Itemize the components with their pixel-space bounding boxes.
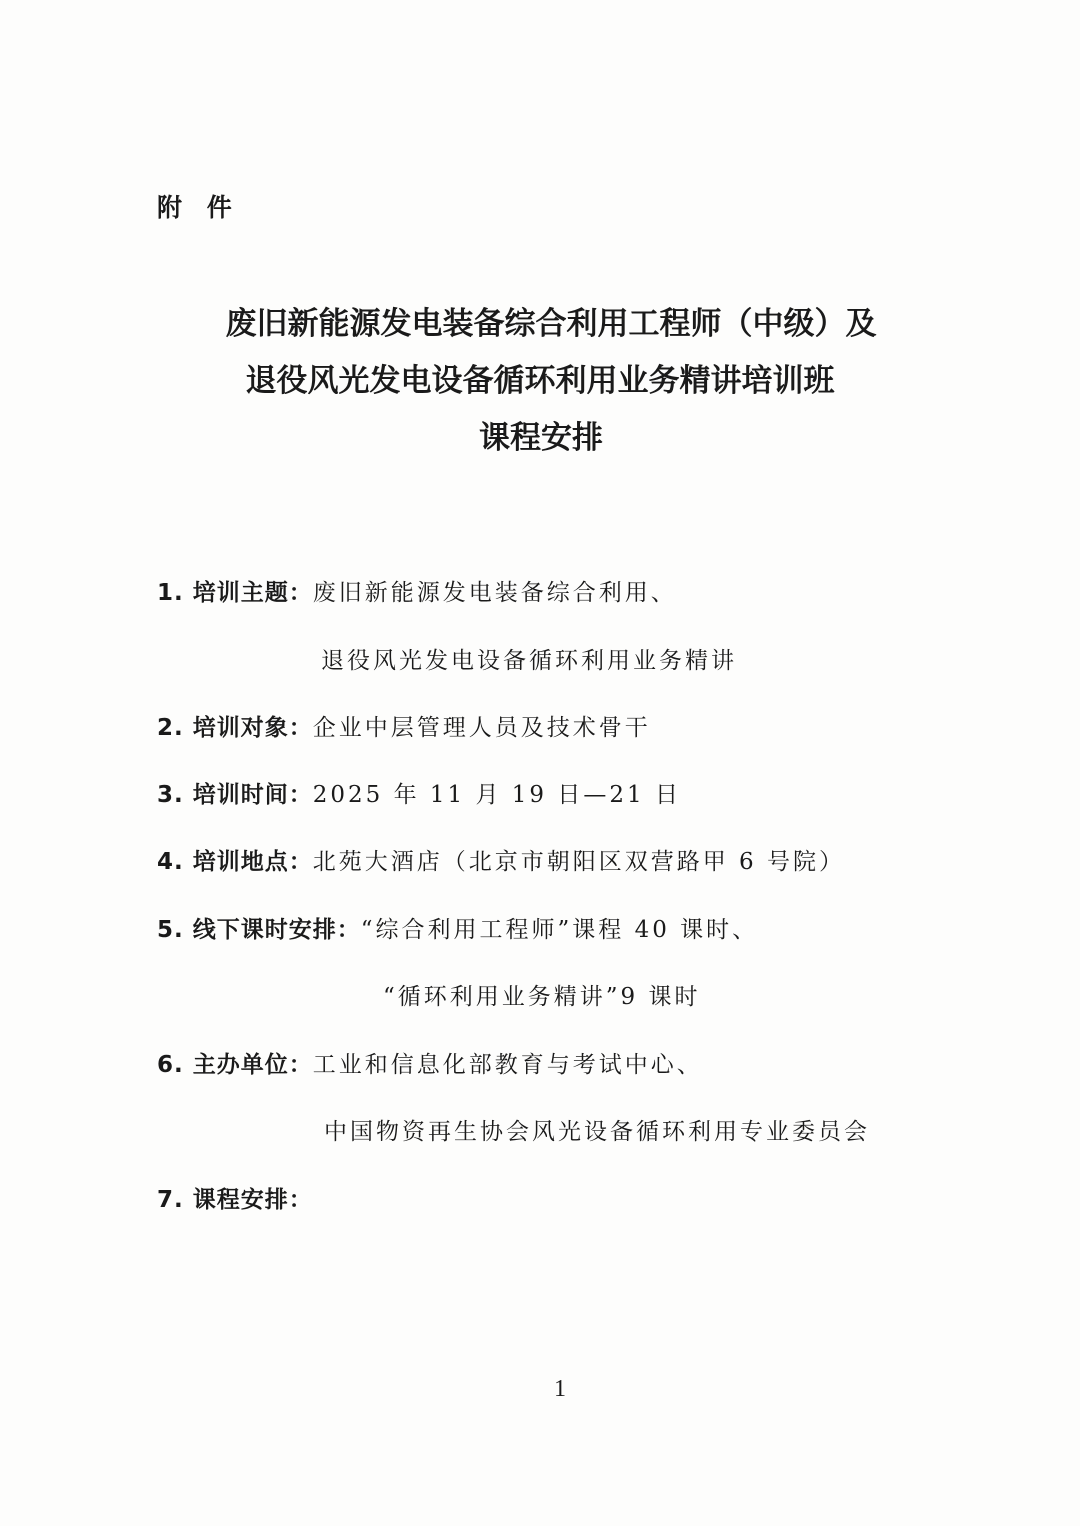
info-label-audience: 2. 培训对象： <box>157 715 313 741</box>
info-label-time: 3. 培训时间： <box>157 782 313 808</box>
info-value-organizer-continued: 中国物资再生协会风光设备循环利用专业委员会 <box>324 1119 870 1145</box>
info-item-time <box>157 776 681 809</box>
title-line-2: 退役风光发电设备循环利用业务精讲培训班 <box>245 363 835 399</box>
page-number: 1 <box>554 1376 566 1402</box>
info-label-schedule: 7. 课程安排： <box>157 1187 313 1213</box>
info-item-hours <box>157 911 758 944</box>
info-label-topic: 1. 培训主题： <box>157 580 313 606</box>
info-value-location: 北苑大酒店（北京市朝阳区双营路甲 6 号院） <box>312 849 846 875</box>
info-item-organizer <box>157 1046 703 1079</box>
info-label-location: 4. 培训地点： <box>157 849 313 875</box>
info-value-organizer: 工业和信息化部教育与考试中心、 <box>312 1052 703 1078</box>
info-value-audience: 企业中层管理人员及技术骨干 <box>312 715 651 741</box>
document-title <box>0 296 1080 467</box>
info-value-time: 2025 年 11 月 19 日—21 日 <box>312 782 681 808</box>
info-item-audience <box>157 709 651 742</box>
info-value-topic: 废旧新能源发电装备综合利用、 <box>312 580 677 606</box>
info-label-organizer: 6. 主办单位： <box>157 1052 313 1078</box>
info-value-hours-continued: “循环利用业务精讲”9 课时 <box>383 984 701 1010</box>
title-line-3: 课程安排 <box>479 420 603 456</box>
info-value-topic-continued: 退役风光发电设备循环利用业务精讲 <box>321 648 737 674</box>
title-line-1: 废旧新能源发电装备综合利用工程师（中级）及 <box>225 306 877 342</box>
info-item-location <box>157 843 845 876</box>
attachment-label: 附 件 <box>157 193 240 222</box>
info-item-topic <box>157 574 677 607</box>
info-label-hours: 5. 线下课时安排： <box>157 917 361 943</box>
info-item-schedule <box>157 1181 313 1214</box>
info-value-hours: “综合利用工程师”课程 40 课时、 <box>360 917 759 943</box>
